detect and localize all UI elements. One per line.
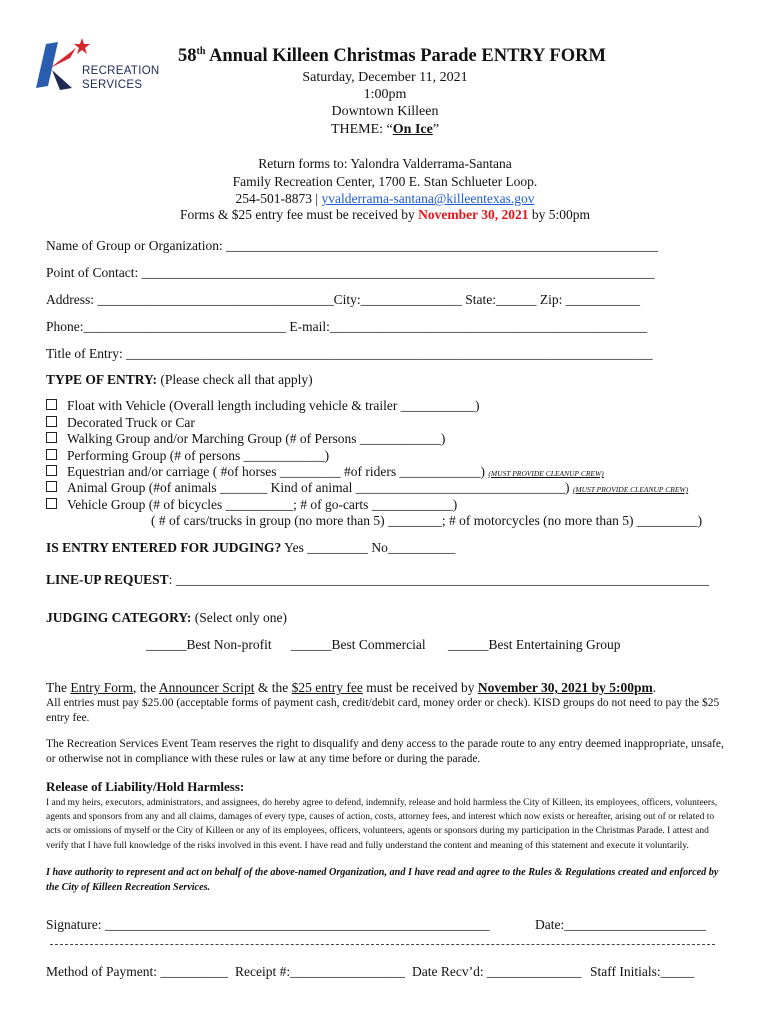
checkbox[interactable] xyxy=(46,449,57,460)
checkbox[interactable] xyxy=(46,432,57,443)
payment-method-field[interactable]: Method of Payment: __________ xyxy=(46,964,228,979)
type-heading: TYPE OF ENTRY: (Please check all that apply) xyxy=(46,372,313,387)
checkbox[interactable] xyxy=(46,465,57,476)
event-time: 1:00pm xyxy=(363,87,407,102)
date-field[interactable]: Date:_____________________ xyxy=(535,917,706,932)
date-received-field[interactable]: Date Recv’d: ______________ xyxy=(412,964,582,979)
release-body: I and my heirs, executors, administrators, and assignees, do hereby agree to defend, indemnify, release and hold harmless the City of Killeen, its employees, officers, volunteers, agents and sponsors from any and all claims, damages of every type, causes of action, costs, attorney fees, and interest which now exists or hereafter, arising out of or related to acts or omissions of myself or the City of Killeen or any of its employees, officers, volunteers, agents or sponsors during my participation in the Christmas Parade. I attest and verify that I have full knowledge of the risks involved in this event. I have read and fully understand the content and meaning of this statement and execute it voluntarily. xyxy=(46,798,718,851)
cleanup-note: (MUST PROVIDE CLEANUP CREW) xyxy=(572,485,689,494)
receipt-field[interactable]: Receipt #:_________________ xyxy=(235,964,405,979)
reserve-notice: The Recreation Services Event Team reserves the right to disqualify and deny access to the parade route to any entry deemed inappropriate, unsafe, or otherwise not in compliance with these rules or law at any time before or during the parade. xyxy=(46,738,724,765)
return-contact: 254-501-8873 | yvalderrama-santana@killeentexas.gov xyxy=(235,191,535,206)
email-link[interactable]: yvalderrama-santana@killeentexas.gov xyxy=(321,191,535,206)
type-option-vehicle[interactable]: Vehicle Group (# of bicycles __________; # of go-carts ____________) xyxy=(46,497,457,513)
signature-field[interactable]: Signature: _________________________________________________________ xyxy=(46,917,490,932)
judging-question[interactable]: IS ENTRY ENTERED FOR JUDGING? Yes _________ No__________ xyxy=(46,540,456,555)
logo-line2: SERVICES xyxy=(82,79,143,91)
checkbox[interactable] xyxy=(46,481,57,492)
lineup-request[interactable]: LINE-UP REQUEST: _______________________________________________________________________________ xyxy=(46,572,710,587)
page-title: 58th Annual Killeen Christmas Parade ENTRY FORM xyxy=(178,46,606,67)
event-place: Downtown Killeen xyxy=(331,104,439,119)
contact-field[interactable]: Point of Contact: ____________________________________________________________________________ xyxy=(46,265,655,280)
phone-email-field[interactable]: Phone:______________________________ E-mail:_______________________________________________ xyxy=(46,319,648,334)
checkbox[interactable] xyxy=(46,498,57,509)
logo-line1: RECREATION xyxy=(82,65,160,77)
type-option-truck[interactable]: Decorated Truck or Car xyxy=(46,415,195,431)
type-option-float[interactable]: Float with Vehicle (Overall length including vehicle & trailer ___________) xyxy=(46,398,480,414)
entry-title-field[interactable]: Title of Entry: ______________________________________________________________________________ xyxy=(46,346,653,361)
category-nonprofit[interactable]: ______Best Non-profit xyxy=(146,637,272,652)
return-line2: Family Recreation Center, 1700 E. Stan Schlueter Loop. xyxy=(232,174,538,189)
submission-notice: The Entry Form, the Announcer Script & the $25 entry fee must be received by November 30, 2021 by 5:00pm. xyxy=(46,680,657,695)
type-option-animal[interactable]: Animal Group (#of animals _______ Kind of animal _______________________________) (MUST PROVIDE CLEANUP CREW) xyxy=(46,480,688,496)
category-entertaining[interactable]: ______Best Entertaining Group xyxy=(448,637,621,652)
checkbox[interactable] xyxy=(46,416,57,427)
type-option-walking[interactable]: Walking Group and/or Marching Group (# of Persons ____________) xyxy=(46,431,445,447)
org-field[interactable]: Name of Group or Organization: ________________________________________________________________ xyxy=(46,238,659,253)
payment-notice: All entries must pay $25.00 (acceptable forms of payment cash, credit/debit card, money order or check). KISD groups do not need to pay the $25 entry fee. xyxy=(46,697,720,724)
checkbox[interactable] xyxy=(46,399,57,410)
authority-statement: I have authority to represent and act on behalf of the above-named Organization, and I have read and agree to the Rules & Regulations created and enforced by the City of Killeen Recreation Services. xyxy=(46,867,719,893)
return-deadline: Forms & $25 entry fee must be received by November 30, 2021 by 5:00pm xyxy=(180,207,590,222)
release-heading: Release of Liability/Hold Harmless: xyxy=(46,779,245,794)
vehicle-group-details[interactable]: ( # of cars/trucks in group (no more than 5) ________; # of motorcycles (no more than 5) _________) xyxy=(151,513,703,528)
judging-category: JUDGING CATEGORY: (Select only one) xyxy=(46,610,288,625)
cut-line-divider xyxy=(50,944,715,945)
staff-initials-field[interactable]: Staff Initials:_____ xyxy=(590,964,695,979)
address-field[interactable]: Address: ___________________________________City:_______________ State:______ Zip: ___________ xyxy=(46,292,640,307)
category-commercial[interactable]: ______Best Commercial xyxy=(291,637,426,652)
type-option-equestrian[interactable]: Equestrian and/or carriage ( #of horses _________ #of riders ____________) (MUST PROVIDE CLEANUP CREW) xyxy=(46,464,604,480)
cleanup-note: (MUST PROVIDE CLEANUP CREW) xyxy=(488,469,604,478)
return-line1: Return forms to: Yalondra Valderrama-Santana xyxy=(258,156,512,171)
event-date: Saturday, December 11, 2021 xyxy=(302,70,468,85)
event-theme: THEME: “On Ice” xyxy=(330,122,440,137)
type-option-performing[interactable]: Performing Group (# of persons ____________) xyxy=(46,448,329,464)
